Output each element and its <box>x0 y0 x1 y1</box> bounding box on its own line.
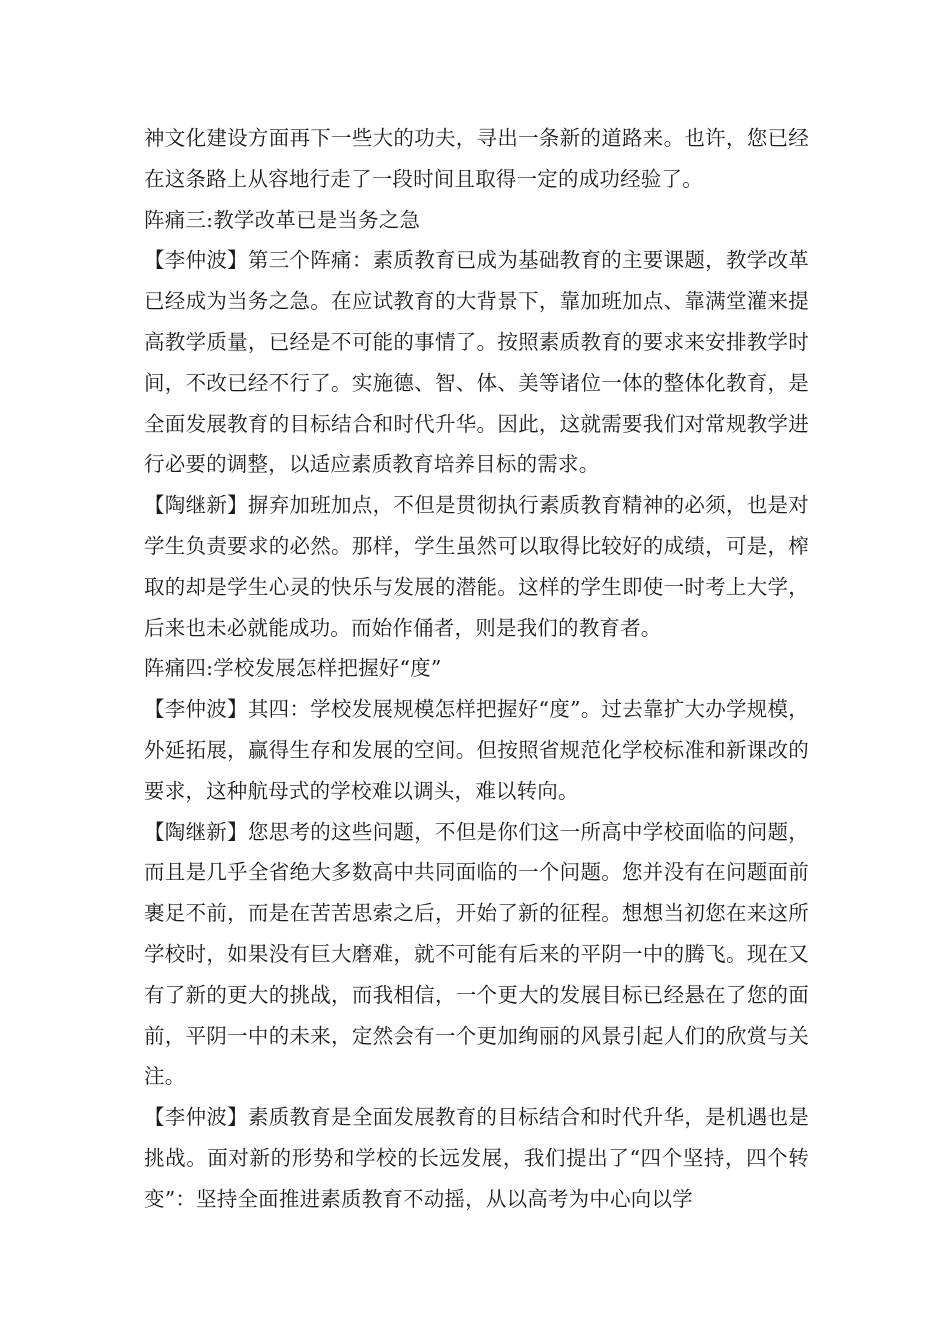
dialogue-text: 素质教育是全面发展教育的目标结合和时代升华，是机遇也是挑战。面对新的形势和学校的长远发展，我们提出了“四个坚持，四个转变”：坚持全面推进素质教育不动摇，从以高考为中心向以学 <box>144 1105 809 1211</box>
speaker-label: 【陶继新】 <box>144 493 248 518</box>
heading-text: 阵痛四:学校发展怎样把握好“度” <box>144 656 442 681</box>
dialogue-text: 其四：学校发展规模怎样把握好“度”。过去靠扩大办学规模，外延拓展，赢得生存和发展的空间。但按照省规范化学校标准和新课改的要求，这种航母式的学校难以调头，难以转向。 <box>144 697 810 803</box>
speaker-label: 【李仲波】 <box>144 1105 248 1130</box>
dialogue-text: 第三个阵痛：素质教育已成为基础教育的主要课题，教学改革已经成为当务之急。在应试教育的大背景下，靠加班加点、靠满堂灌来提高教学质量，已经是不可能的事情了。按照素质教育的要求来安排教学时间，不改已经不行了。实施德、智、体、美等诸位一体的整体化教育，是全面发展教育的目标结合和时代升华。因此，这就需要我们对常规教学进行必要的调整，以适应素质教育培养目标的需求。 <box>144 248 809 477</box>
dialogue-paragraph <box>144 689 809 811</box>
speaker-label: 【陶继新】 <box>144 819 248 844</box>
paragraph-continuation <box>144 118 809 200</box>
dialogue-paragraph <box>144 240 809 485</box>
speaker-label: 【李仲波】 <box>144 697 248 722</box>
dialogue-text: 您思考的这些问题，不但是你们这一所高中学校面临的问题，而且是几乎全省绝大多数高中共同面临的一个问题。您并没有在问题面前裹足不前，而是在苦苦思索之后，开始了新的征程。想想当初您在来这所学校时，如果没有巨大磨难，就不可能有后来的平阴一中的腾飞。现在又有了新的更大的挑战，而我相信，一个更大的发展目标已经悬在了您的面前，平阴一中的未来，定然会有一个更加绚丽的风景引起人们的欣赏与关注。 <box>144 819 809 1089</box>
section-heading-4 <box>144 648 809 689</box>
document-body <box>144 118 809 1220</box>
dialogue-text: 摒弃加班加点，不但是贯彻执行素质教育精神的必须，也是对学生负责要求的必然。那样，学生虽然可以取得比较好的成绩，可是，榨取的却是学生心灵的快乐与发展的潜能。这样的学生即使一时考上大学，后来也未必就能成功。而始作俑者，则是我们的教育者。 <box>144 493 809 640</box>
section-heading-3 <box>144 200 809 241</box>
dialogue-paragraph <box>144 812 809 1098</box>
dialogue-paragraph <box>144 1097 809 1219</box>
paragraph-text: 神文化建设方面再下一些大的功夫，寻出一条新的道路来。也许，您已经在这条路上从容地行走了一段时间且取得一定的成功经验了。 <box>144 126 809 191</box>
speaker-label: 【李仲波】 <box>144 248 248 273</box>
dialogue-paragraph <box>144 485 809 648</box>
heading-text: 阵痛三:教学改革已是当务之急 <box>144 207 421 232</box>
